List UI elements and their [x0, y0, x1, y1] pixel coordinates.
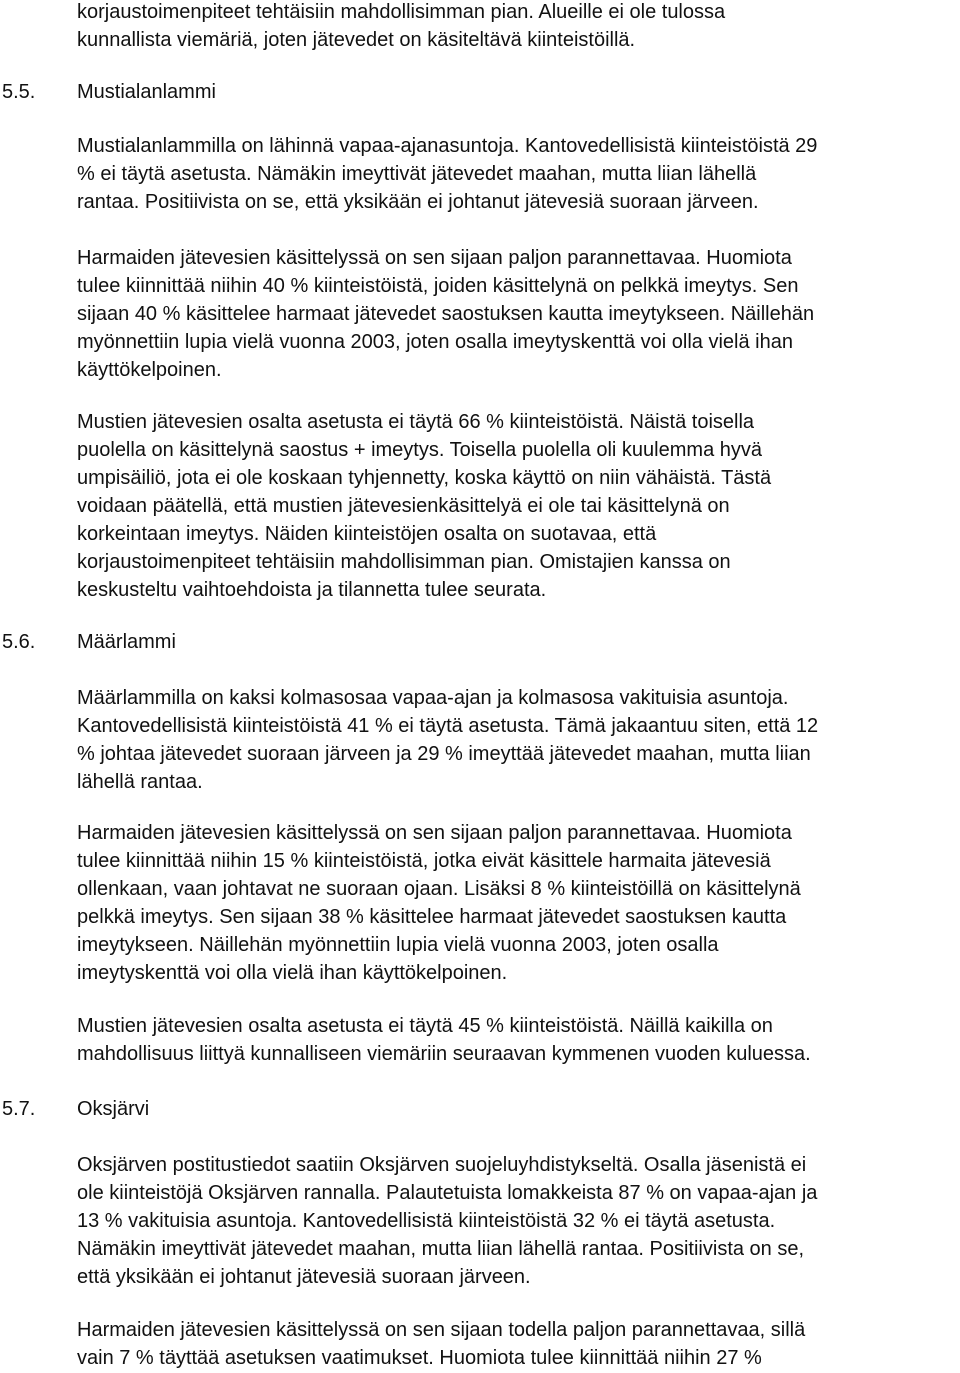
text-line: Harmaiden jätevesien käsittelyssä on sen sijaan todella paljon parannettavaa, sillä: [77, 1319, 806, 1341]
section-title-maarlammi: Määrlammi: [77, 631, 176, 653]
text-line: voidaan päätellä, että mustien jätevesienkäsittelyä ei ole tai käsittelynä on: [77, 495, 730, 517]
text-line: että yksikään ei johtanut jätevesiä suoraan järveen.: [77, 1266, 531, 1288]
text-line: kunnallista viemäriä, joten jätevedet on käsiteltävä kiinteistöillä.: [77, 29, 636, 51]
paragraph: [77, 132, 958, 216]
text-line: käyttökelpoinen.: [77, 359, 222, 381]
text-line: imeytyskenttä voi olla vielä ihan käyttökelpoinen.: [77, 962, 508, 984]
text-line: Harmaiden jätevesien käsittelyssä on sen sijaan paljon parannettavaa. Huomiota: [77, 247, 792, 269]
text-line: ollenkaan, vaan johtavat ne suoraan ojaan. Lisäksi 8 % kiinteistöillä on käsittelynä: [77, 878, 801, 900]
paragraph: [77, 1316, 958, 1372]
text-line: % johtaa jätevedet suoraan järveen ja 29 % imeyttää jätevedet maahan, mutta liian: [77, 743, 811, 765]
text-line: korjaustoimenpiteet tehtäisiin mahdollisimman pian. Alueille ei ole tulossa: [77, 1, 726, 23]
text-line: imeytykseen. Näillehän myönnettiin lupia vielä vuonna 2003, joten osalla: [77, 934, 719, 956]
intro-paragraph: [77, 0, 958, 54]
text-line: Mustien jätevesien osalta asetusta ei täytä 66 % kiinteistöistä. Näistä toisella: [77, 411, 755, 433]
text-line: vain 7 % täyttää asetuksen vaatimukset. Huomiota tulee kiinnittää niihin 27 %: [77, 1347, 762, 1369]
text-line: umpisäiliö, jota ei ole koskaan tyhjennetty, koska käyttö on niin vähäistä. Tästä: [77, 467, 772, 489]
text-line: Mustien jätevesien osalta asetusta ei täytä 45 % kiinteistöistä. Näillä kaikilla on: [77, 1015, 773, 1037]
text-line: puolella on käsittelynä saostus + imeytys. Toisella puolella oli kuulemma hyvä: [77, 439, 762, 461]
text-line: pelkkä imeytys. Sen sijaan 38 % käsittelee harmaat jätevedet saostuksen kautta: [77, 906, 787, 928]
paragraph: [77, 244, 958, 384]
paragraph: [77, 684, 958, 796]
text-line: korjaustoimenpiteet tehtäisiin mahdollisimman pian. Omistajien kanssa on: [77, 551, 731, 573]
text-line: Harmaiden jätevesien käsittelyssä on sen sijaan paljon parannettavaa. Huomiota: [77, 822, 792, 844]
text-line: rantaa. Positiivista on se, että yksikään ei johtanut jätevesiä suoraan järveen.: [77, 191, 759, 213]
section-number-5-5: 5.5.: [2, 81, 36, 103]
text-line: tulee kiinnittää niihin 40 % kiinteistöistä, joiden käsittelynä on pelkkä imeytys. Sen: [77, 275, 799, 297]
paragraph: [77, 408, 958, 604]
text-line: 13 % vakituisia asuntoja. Kantovedellisistä kiinteistöistä 32 % ei täytä asetusta.: [77, 1210, 776, 1232]
section-number-5-7: 5.7.: [2, 1098, 36, 1120]
text-line: Nämäkin imeyttivät jätevedet maahan, mutta liian lähellä rantaa. Positiivista on se,: [77, 1238, 805, 1260]
paragraph: [77, 819, 958, 987]
text-line: Mustialanlammilla on lähinnä vapaa-ajanasuntoja. Kantovedellisistä kiinteistöistä 29: [77, 135, 818, 157]
text-line: Määrlammilla on kaksi kolmasosaa vapaa-ajan ja kolmasosa vakituisia asuntoja.: [77, 687, 789, 709]
text-line: Kantovedellisistä kiinteistöistä 41 % ei täytä asetusta. Tämä jakaantuu siten, että 12: [77, 715, 819, 737]
text-line: Oksjärven postitustiedot saatiin Oksjärven suojeluyhdistykseltä. Osalla jäsenistä ei: [77, 1154, 807, 1176]
text-line: keskusteltu vaihtoehdoista ja tilannetta tulee seurata.: [77, 579, 547, 601]
text-line: tulee kiinnittää niihin 15 % kiinteistöistä, jotka eivät käsittele harmaita jätevesiä: [77, 850, 771, 872]
section-title-mustialanlammi: Mustialanlammi: [77, 81, 216, 103]
text-line: sijaan 40 % käsittelee harmaat jätevedet saostuksen kautta imeytykseen. Näillehän: [77, 303, 815, 325]
text-line: myönnettiin lupia vielä vuonna 2003, joten osalla imeytyskenttä voi olla vielä ihan: [77, 331, 793, 353]
section-title-oksjarvi: Oksjärvi: [77, 1098, 150, 1120]
section-number-5-6: 5.6.: [2, 631, 36, 653]
text-line: lähellä rantaa.: [77, 771, 203, 793]
paragraph: [77, 1012, 958, 1068]
paragraph: [77, 1151, 958, 1291]
text-line: mahdollisuus liittyä kunnalliseen viemäriin seuraavan kymmenen vuoden kuluessa.: [77, 1043, 811, 1065]
text-line: ole kiinteistöjä Oksjärven rannalla. Palautetuista lomakkeista 87 % on vapaa-ajan ja: [77, 1182, 818, 1204]
text-line: korkeintaan imeytys. Näiden kiinteistöjen osalta on suotavaa, että: [77, 523, 657, 545]
text-line: % ei täytä asetusta. Nämäkin imeyttivät jätevedet maahan, mutta liian lähellä: [77, 163, 757, 185]
